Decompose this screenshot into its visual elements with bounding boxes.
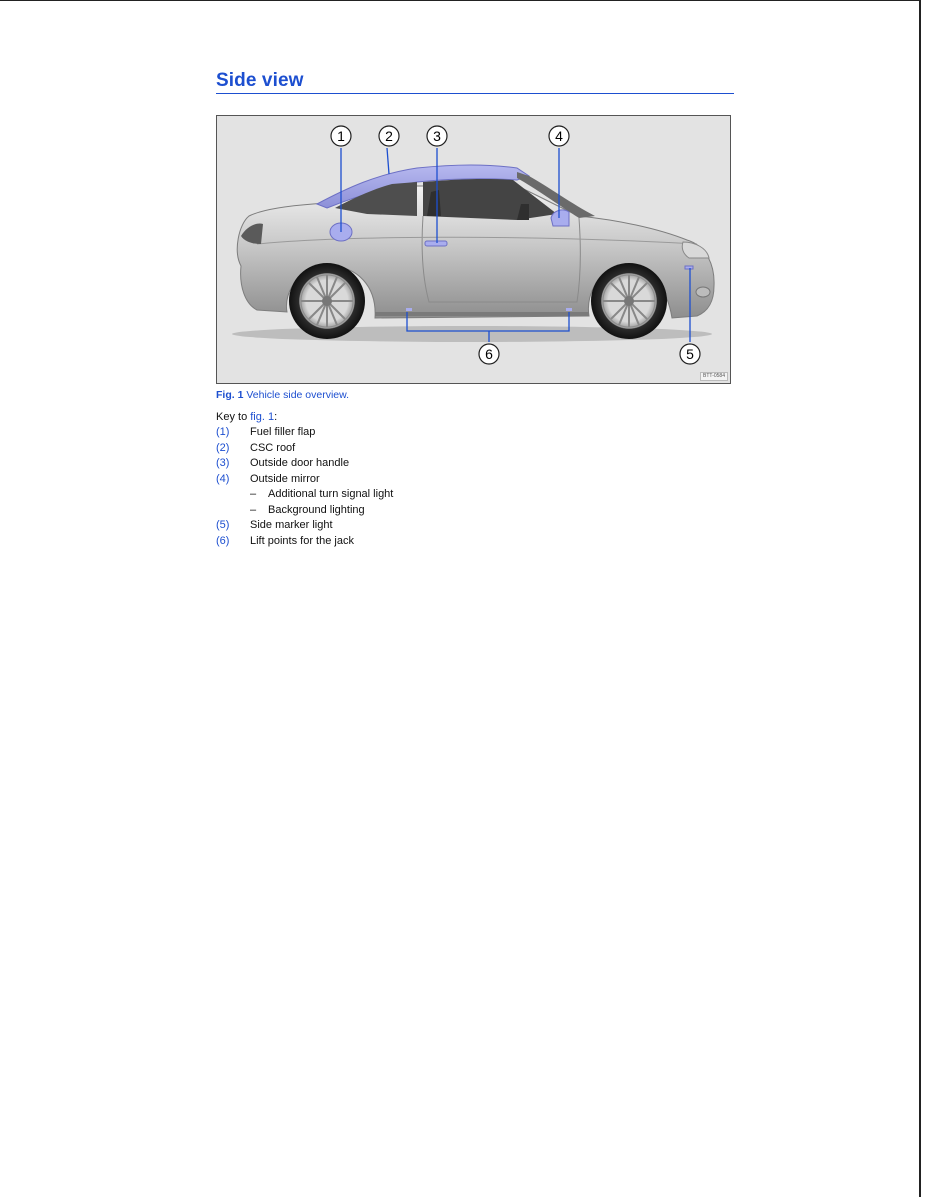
- headlight: [682, 242, 709, 258]
- callout-5: [680, 344, 700, 364]
- svg-text:1: 1: [337, 128, 345, 144]
- list-item: [216, 518, 716, 534]
- svg-text:2: 2: [385, 128, 393, 144]
- title-divider: [216, 93, 734, 94]
- svg-text:4: 4: [555, 128, 563, 144]
- svg-text:6: 6: [485, 346, 493, 362]
- item-number: (1): [216, 426, 230, 438]
- sub-list-item: [216, 487, 716, 503]
- car-illustration: [217, 116, 731, 384]
- list-item: [216, 425, 716, 441]
- callout-1: [331, 126, 351, 146]
- figure-caption: [216, 389, 349, 401]
- item-number: (3): [216, 457, 230, 469]
- item-label: Outside mirror: [250, 472, 320, 485]
- figure-code: BTT-0584: [700, 372, 728, 381]
- side-marker-light: [685, 266, 693, 269]
- svg-text:5: 5: [686, 346, 694, 362]
- callout-3: [427, 126, 447, 146]
- fog-light: [696, 287, 710, 297]
- jack-point-front: [566, 308, 572, 311]
- key-intro: [216, 411, 277, 423]
- dash-bullet: –: [250, 503, 257, 516]
- caption-label: Fig. 1: [216, 389, 244, 401]
- item-label: Side marker light: [250, 519, 333, 531]
- item-number: (5): [216, 519, 230, 531]
- svg-text:3: 3: [433, 128, 441, 144]
- figure-link[interactable]: fig. 1: [250, 411, 275, 423]
- sub-item-label: Additional turn signal light: [268, 488, 394, 500]
- item-label: Outside door handle: [250, 457, 350, 469]
- list-item: [216, 456, 716, 472]
- callout-6: [479, 344, 499, 364]
- item-label: Lift points for the jack: [250, 534, 354, 547]
- item-number: (4): [216, 472, 230, 485]
- door-handle: [425, 241, 447, 246]
- key-list: [216, 425, 716, 549]
- vehicle-figure: [216, 115, 731, 384]
- item-number: (2): [216, 441, 230, 454]
- list-item: [216, 441, 716, 457]
- list-item: [216, 534, 716, 550]
- key-suffix: :: [274, 411, 278, 423]
- front-wheel: [591, 263, 667, 339]
- sub-item-label: Background lighting: [268, 503, 365, 516]
- key-prefix: Key to: [216, 411, 248, 423]
- item-number: (6): [216, 534, 230, 547]
- caption-text: Vehicle side overview.: [246, 389, 350, 401]
- page-title: Side view: [216, 70, 304, 91]
- list-item: [216, 472, 716, 488]
- dash-bullet: –: [250, 488, 257, 500]
- sub-list-item: [216, 503, 716, 519]
- callout-4: [549, 126, 569, 146]
- item-label: CSC roof: [250, 441, 296, 454]
- callout-2: [379, 126, 399, 146]
- jack-point-rear: [406, 308, 412, 311]
- rear-wheel: [289, 263, 365, 339]
- item-label: Fuel filler flap: [250, 426, 316, 438]
